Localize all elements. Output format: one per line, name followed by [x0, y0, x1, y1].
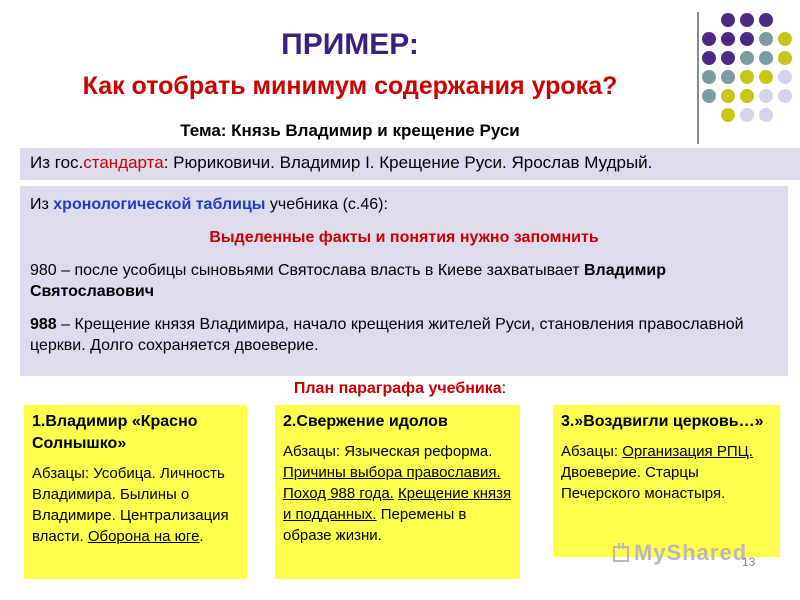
card3-underlined: Организация РПЦ. — [622, 443, 753, 460]
decorative-dot — [740, 32, 754, 46]
watermark-text: MyShared — [634, 540, 748, 565]
card2-end: Перемены в образе жизни. — [283, 506, 467, 544]
chronology-box — [20, 186, 788, 376]
decorative-dot — [721, 108, 735, 122]
chronology-fact-980 — [30, 260, 778, 302]
decorative-dot — [778, 32, 792, 46]
standard-prefix: Из гос. — [30, 153, 84, 172]
card2-underlined-1: Причины выбора православия. — [283, 464, 501, 481]
plan-card-1-body — [32, 463, 239, 547]
decorative-dot — [759, 32, 773, 46]
decorative-dot — [778, 70, 792, 84]
chronology-note: Выделенные факты и понятия нужно запомнить — [209, 229, 599, 246]
plan-card-3 — [553, 405, 780, 557]
card1-text: Абзацы: Усобица. Личность Владимира. Былины о Владимире. Централизация власти. — [32, 465, 229, 545]
decorative-dot — [740, 89, 754, 103]
chronology-suffix: учебника (с.46): — [265, 196, 388, 213]
plan-card-2 — [275, 405, 520, 579]
plan-card-1-heading: 1.Владимир «Красно Солнышко» — [32, 413, 198, 452]
card1-underlined: Оборона на юге — [87, 528, 200, 545]
chronology-fact-988 — [30, 314, 778, 356]
plan-card-1 — [24, 405, 247, 579]
plan-card-2-body — [283, 441, 512, 546]
decorative-dot — [740, 13, 754, 27]
plan-card-3-body — [561, 441, 772, 504]
chronology-highlight: хронологической таблицы — [53, 196, 266, 213]
decorative-dot — [759, 70, 773, 84]
plan-card-2-heading: 2.Свержение идолов — [283, 413, 448, 430]
decorative-dot — [702, 89, 716, 103]
fact1-text: 980 – после усобицы сыновьями Святослава власть в Киеве захватывает — [30, 262, 584, 279]
page-number: 13 — [742, 555, 756, 569]
fact1-bold: Владимир Святославович — [30, 262, 667, 300]
decorative-dot — [740, 51, 754, 65]
decorative-dot — [721, 13, 735, 27]
decorative-dot — [759, 108, 773, 122]
fact2-year: 988 — [30, 316, 57, 333]
decorative-dot — [759, 89, 773, 103]
plan-card-3-heading: 3.»Воздвигли церковь…» — [561, 413, 764, 430]
decorative-dot — [721, 70, 735, 84]
card2-underlined-3: Крещение князя и подданных. — [283, 485, 512, 523]
decorative-dot — [702, 70, 716, 84]
card3-text: Абзацы: — [561, 443, 623, 460]
card1-end: . — [199, 528, 204, 545]
decorative-dot — [721, 51, 735, 65]
decorative-dot — [740, 108, 754, 122]
decorative-dot — [721, 89, 735, 103]
decorative-dot-grid — [687, 12, 797, 132]
lesson-topic: Тема: Князь Владимир и крещение Руси — [180, 121, 520, 140]
decorative-dot — [778, 51, 792, 65]
card2-text: Абзацы: Языческая реформа. — [283, 443, 493, 460]
plan-colon: : — [501, 380, 507, 397]
card2-underlined-2: Поход 988 года. — [283, 485, 394, 502]
plan-title: План параграфа учебника — [293, 380, 502, 397]
plan-heading — [0, 380, 800, 398]
page-title: ПРИМЕР: — [281, 28, 419, 61]
decorative-dot — [702, 51, 716, 65]
decorative-dot — [759, 13, 773, 27]
decorative-dot — [759, 51, 773, 65]
watermark-icon — [612, 543, 630, 563]
page-subtitle: Как отобрать минимум содержания урока? — [82, 72, 618, 100]
decorative-dot — [740, 70, 754, 84]
standard-box — [20, 148, 800, 180]
standard-text: : Рюриковичи. Владимир I. Крещение Руси. Ярослав Мудрый. — [163, 153, 653, 172]
decorative-dot — [778, 89, 792, 103]
chronology-heading — [30, 194, 778, 215]
decorative-dot — [702, 32, 716, 46]
decorative-dot — [721, 32, 735, 46]
chronology-prefix: Из — [30, 196, 54, 213]
standard-highlight: стандарта — [83, 153, 164, 172]
card3-end: Двоеверие. Старцы Печерского монастыря. — [561, 464, 726, 502]
fact2-text: – Крещение князя Владимира, начало крещения жителей Руси, становления православной церкви. Долго сохраняется двоеверие. — [30, 316, 744, 354]
